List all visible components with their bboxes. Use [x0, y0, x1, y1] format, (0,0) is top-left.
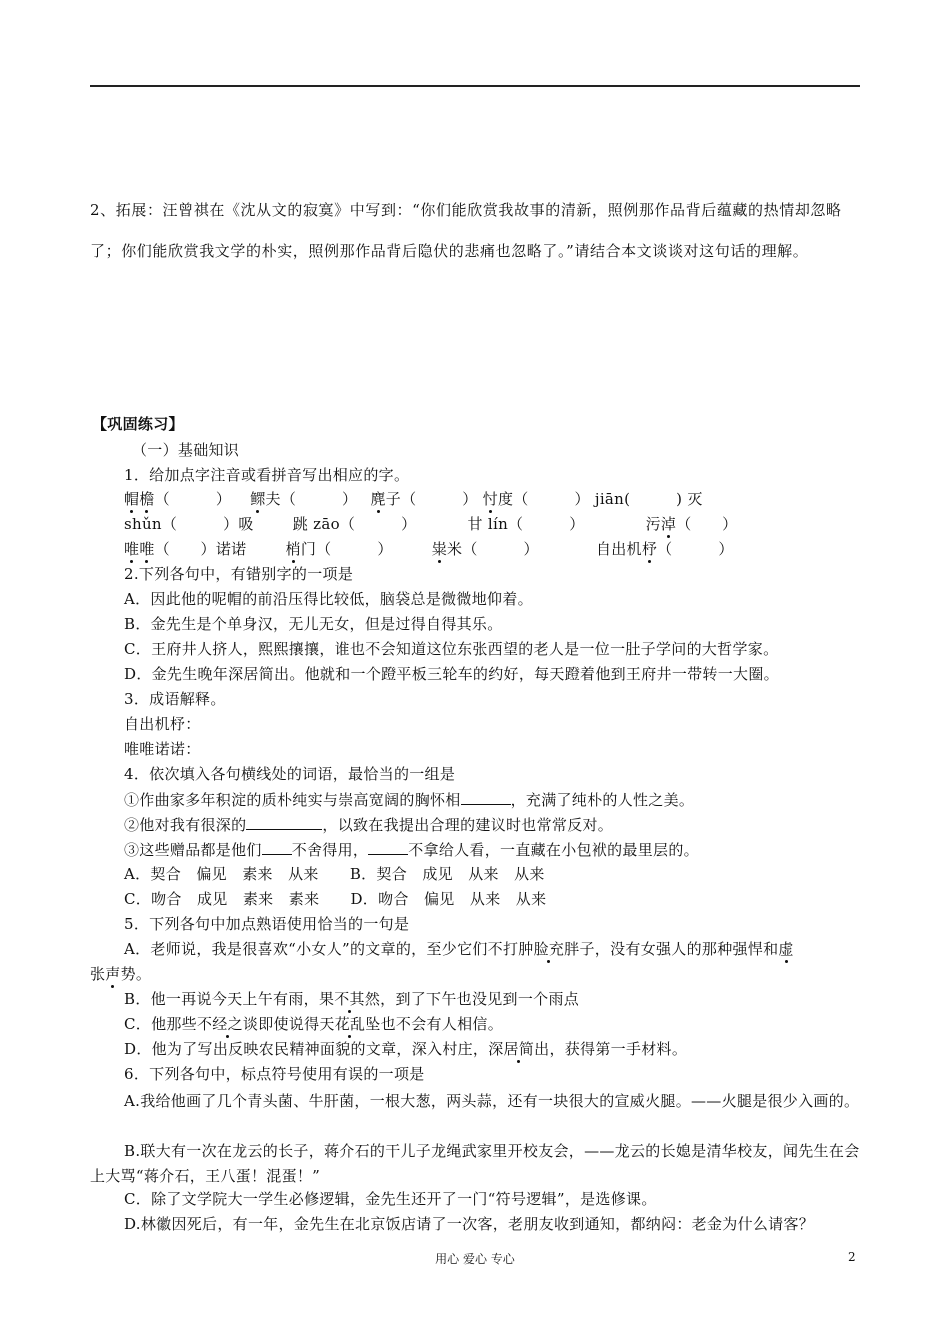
q1-pinyin: jiān( ) 灭 [594, 490, 703, 508]
q5-option-a [124, 939, 794, 959]
q5-text: 。 [135, 965, 152, 983]
q5-idiom: 深居简出 [488, 1040, 550, 1058]
q1-pinyin: 甘 lín（ ） [467, 515, 585, 533]
q4-text: ③这些赠品都是他们 [124, 841, 262, 859]
q1-char: 檐 [139, 490, 155, 508]
q5-idiom: 不经之谈 [196, 1015, 259, 1033]
q4-text: ②他对我有很深的 [124, 816, 247, 834]
q1-blank: （ ） [401, 490, 478, 508]
q5-text: ，到了下午也没见到一个雨点 [380, 990, 580, 1008]
q5-option-a-cont [90, 964, 151, 984]
q1-char: 子 [385, 490, 402, 508]
q1-char: 杼 [641, 540, 658, 558]
q4-sentence-3 [124, 839, 699, 860]
q2b-option-b: B．金先生是个单身汉，无儿无女，但是过得自得其乐。 [124, 615, 503, 633]
q1-char: 帽 [124, 490, 140, 508]
q6-option-d: D.林徽因死后，有一年，金先生在北京饭店请了一次客，老朋友收到通知，都纳闷：老金为什么请客？ [124, 1215, 815, 1233]
q4-blank [461, 789, 511, 805]
q4-options-ab [124, 864, 545, 884]
q1-row1 [124, 489, 703, 509]
q2b-stem: 2.下列各句中，有错别字的一项是 [124, 565, 354, 583]
q1-char: 自出机 [595, 540, 642, 558]
q5-text: A．老师说，我是很喜欢“小女人”的文章的，至少它们不 [124, 940, 503, 958]
q4-option-c: C．吻合 成见 素来 素来 [124, 890, 320, 908]
q1-char: 忖 [482, 490, 498, 508]
q1-char: 米 [447, 540, 463, 558]
q2b-option-d: D．金先生晚年深居简出。他就和一个蹬平板三轮车的约好，每天蹬着他到王府井一带转一大圈。 [124, 665, 779, 683]
q1-blank: （ ） [316, 540, 393, 558]
q1-char: 淖 [660, 515, 677, 533]
q1-blank: （ ）诺诺 [154, 540, 247, 558]
q5-idiom: 打肿脸充胖子 [502, 940, 595, 958]
q4-option-a: A．契合 偏见 素来 从来 [124, 865, 319, 883]
q4-stem: 4．依次填入各句横线处的词语，最恰当的一组是 [124, 765, 456, 783]
q1-pinyin: shǔn（ ）吸 [124, 515, 254, 533]
q5-text: ，获得第一手材料。 [549, 1040, 688, 1058]
q2-extension-paragraph: 2、拓展：汪曾祺在《沈从文的寂寞》中写到：“你们能欣赏我故事的清新，照例那作品背后蕴藏的热情却忽略了；你们能欣赏我文学的朴实，照例那作品背后隐伏的悲痛也忽略了。”请结合本文谈谈对这句话的理解。 [90, 201, 842, 260]
q4-option-b: B．契合 成见 从来 从来 [349, 865, 545, 883]
q4-sentence-1 [124, 789, 694, 810]
q6-stem: 6．下列各句中，标点符号使用有误的一项是 [124, 1065, 425, 1083]
q4-options-cd [124, 889, 546, 909]
q5-option-d [124, 1039, 687, 1059]
q5-text: 也不会有人相信。 [380, 1015, 503, 1033]
page-footer: 用心 爱心 专心 [435, 1252, 515, 1266]
section-title: 【巩固练习】 [92, 415, 184, 433]
q5-text: D．他为了写出反映农民精神面貌的文章，深入村庄， [124, 1040, 489, 1058]
page-number: 2 [848, 1250, 856, 1264]
q5-idiom: 张声势 [90, 965, 136, 983]
q3-item-1: 自出机杼： [124, 715, 201, 733]
q4-text: ①作曲家多年积淀的质朴纯实与崇高宽阔的胸怀相 [124, 791, 461, 809]
q1-stem: 1．给加点字注音或看拼音写出相应的字。 [124, 466, 410, 484]
q5-stem: 5．下列各句中加点熟语使用恰当的一句是 [124, 915, 410, 933]
q4-option-d: D．吻合 偏见 从来 从来 [350, 890, 547, 908]
q1-char: 夫 [265, 490, 281, 508]
section-subtitle: （一）基础知识 [132, 441, 240, 459]
q1-char: 度 [497, 490, 514, 508]
q5-text: 即使说得 [258, 1015, 320, 1033]
q5-idiom: 果不其然 [318, 990, 381, 1008]
q1-char: 污 [645, 515, 661, 533]
q1-blank: （ ） [462, 540, 539, 558]
q4-sentence-2 [124, 814, 613, 835]
q5-option-c [124, 1014, 503, 1034]
q4-blank [246, 814, 322, 830]
q3-item-2: 唯唯诺诺： [124, 740, 201, 758]
header-rule [90, 85, 860, 87]
q1-char: 唯 [124, 540, 140, 558]
q5-option-b [124, 989, 579, 1009]
q5-idiom: 天花乱坠 [319, 1015, 381, 1033]
q1-char: 鳏 [250, 490, 266, 508]
q1-char: 梢 [285, 540, 301, 558]
q1-char: 门 [300, 540, 317, 558]
q1-char: 粜 [431, 540, 448, 558]
q6-option-a: A.我给他画了几个青头菌、牛肝菌，一根大葱，两头蒜，还有一块很大的宣威火腿。——火腿是很少入画的。 [124, 1092, 860, 1110]
q1-blank: （ ） [154, 490, 232, 508]
q5-idiom: 虚 [778, 940, 794, 958]
q1-blank: （ ） [280, 490, 358, 508]
q2b-option-a: A．因此他的呢帽的前沿压得比较低，脑袋总是微微地仰着。 [124, 590, 533, 608]
q1-blank: （ ） [676, 515, 738, 533]
q1-row2 [124, 514, 737, 534]
q1-pinyin: 跳 zāo（ ） [292, 515, 417, 533]
q1-blank: （ ） [513, 490, 590, 508]
q6-option-b: B.联大有一次在龙云的长子，蒋介石的干儿子龙绳武家里开校友会，——龙云的长媳是清华校友，闻先生在会上大骂“蒋介石，王八蛋！混蛋！” [90, 1142, 860, 1185]
q4-blank [368, 839, 408, 855]
q2b-option-c: C．王府井人挤人，熙熙攘攘，谁也不会知道这位东张西望的老人是一位一肚子学问的大哲学家。 [124, 640, 779, 658]
q4-text: ，充满了纯朴的人性之美。 [510, 791, 695, 809]
q4-text: 不舍得用， [291, 841, 369, 859]
q4-blank [262, 839, 292, 855]
q1-char: 麂 [370, 490, 386, 508]
q4-text: ，以致在我提出合理的建议时也常常反对。 [322, 816, 614, 834]
q4-text: 不拿给人看，一直藏在小包袱的最里层的。 [408, 841, 699, 859]
q1-blank: （ ） [657, 540, 734, 558]
q3-stem: 3．成语解释。 [124, 690, 226, 708]
q1-char: 唯 [139, 540, 155, 558]
q1-row3 [124, 539, 734, 559]
q5-text: B．他一再说今天上午有雨， [124, 990, 319, 1008]
q6-option-c: C．除了文学院大一学生必修逻辑，金先生还开了一门“符号逻辑”，是选修课。 [124, 1190, 657, 1208]
q5-text: ，没有女强人的那种强悍和 [594, 940, 779, 958]
q5-text: C．他那些 [124, 1015, 197, 1033]
